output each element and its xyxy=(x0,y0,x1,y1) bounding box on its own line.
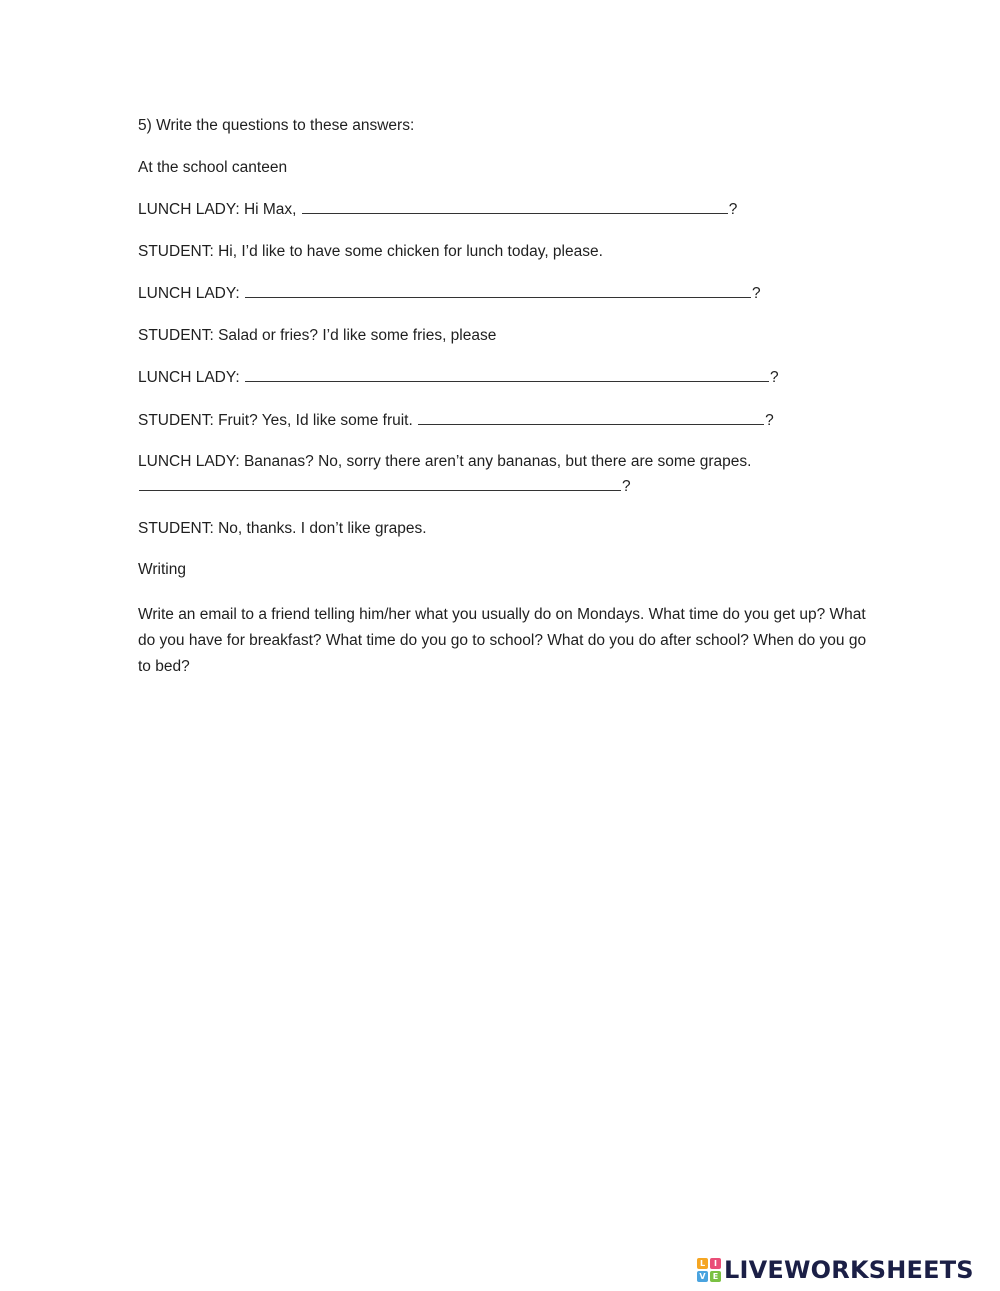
question-mark: ? xyxy=(622,478,631,495)
dialogue-speaker-text: STUDENT: Fruit? Yes, Id like some fruit. xyxy=(138,411,418,429)
answer-blank-5[interactable] xyxy=(139,476,621,491)
question-mark: ? xyxy=(728,201,738,218)
dialogue-speaker-text: LUNCH LADY: Hi Max, xyxy=(138,201,301,218)
logo-tile-l: L xyxy=(697,1258,708,1269)
question-mark: ? xyxy=(765,411,774,429)
answer-blank-3[interactable] xyxy=(245,367,769,382)
exercise-instruction: 5) Write the questions to these answers: xyxy=(138,117,415,134)
dialogue-speaker-text: LUNCH LADY: xyxy=(138,369,244,386)
dialogue-line-1 xyxy=(138,199,868,220)
worksheet-content xyxy=(138,116,868,680)
dialogue-line-2: STUDENT: Hi, I’d like to have some chicken for lunch today, please. xyxy=(138,242,603,260)
dialogue-speaker-text: LUNCH LADY: xyxy=(138,285,244,302)
logo-tile-e: E xyxy=(710,1271,721,1282)
logo-wordmark: LIVEWORKSHEETS xyxy=(724,1256,974,1284)
answer-blank-1[interactable] xyxy=(302,199,728,214)
dialogue-line-3 xyxy=(138,283,868,304)
logo-tile-v: V xyxy=(697,1271,708,1282)
dialogue-line-4: STUDENT: Salad or fries? I’d like some fries, please xyxy=(138,326,497,344)
dialogue-line-6 xyxy=(138,410,868,431)
dialogue-line-7: LUNCH LADY: Bananas? No, sorry there aren’t any bananas, but there are some grapes. xyxy=(138,453,752,470)
answer-blank-4[interactable] xyxy=(418,410,764,425)
writing-heading: Writing xyxy=(138,561,186,578)
dialogue-line-8 xyxy=(138,476,868,497)
question-mark: ? xyxy=(769,369,779,386)
writing-prompt: Write an email to a friend telling him/her what you usually do on Mondays. What time do you get up? What do you have for breakfast? What time do you go to school? What do you do after school? When do you go to bed? xyxy=(138,605,867,675)
logo-tiles xyxy=(697,1258,721,1282)
dialogue-line-5 xyxy=(138,367,868,388)
dialogue-line-9: STUDENT: No, thanks. I don’t like grapes. xyxy=(138,519,427,537)
logo-tile-i: I xyxy=(710,1258,721,1269)
answer-blank-2[interactable] xyxy=(245,283,751,298)
question-mark: ? xyxy=(751,285,761,302)
liveworksheets-logo xyxy=(697,1255,974,1285)
dialogue-setting: At the school canteen xyxy=(138,158,288,176)
